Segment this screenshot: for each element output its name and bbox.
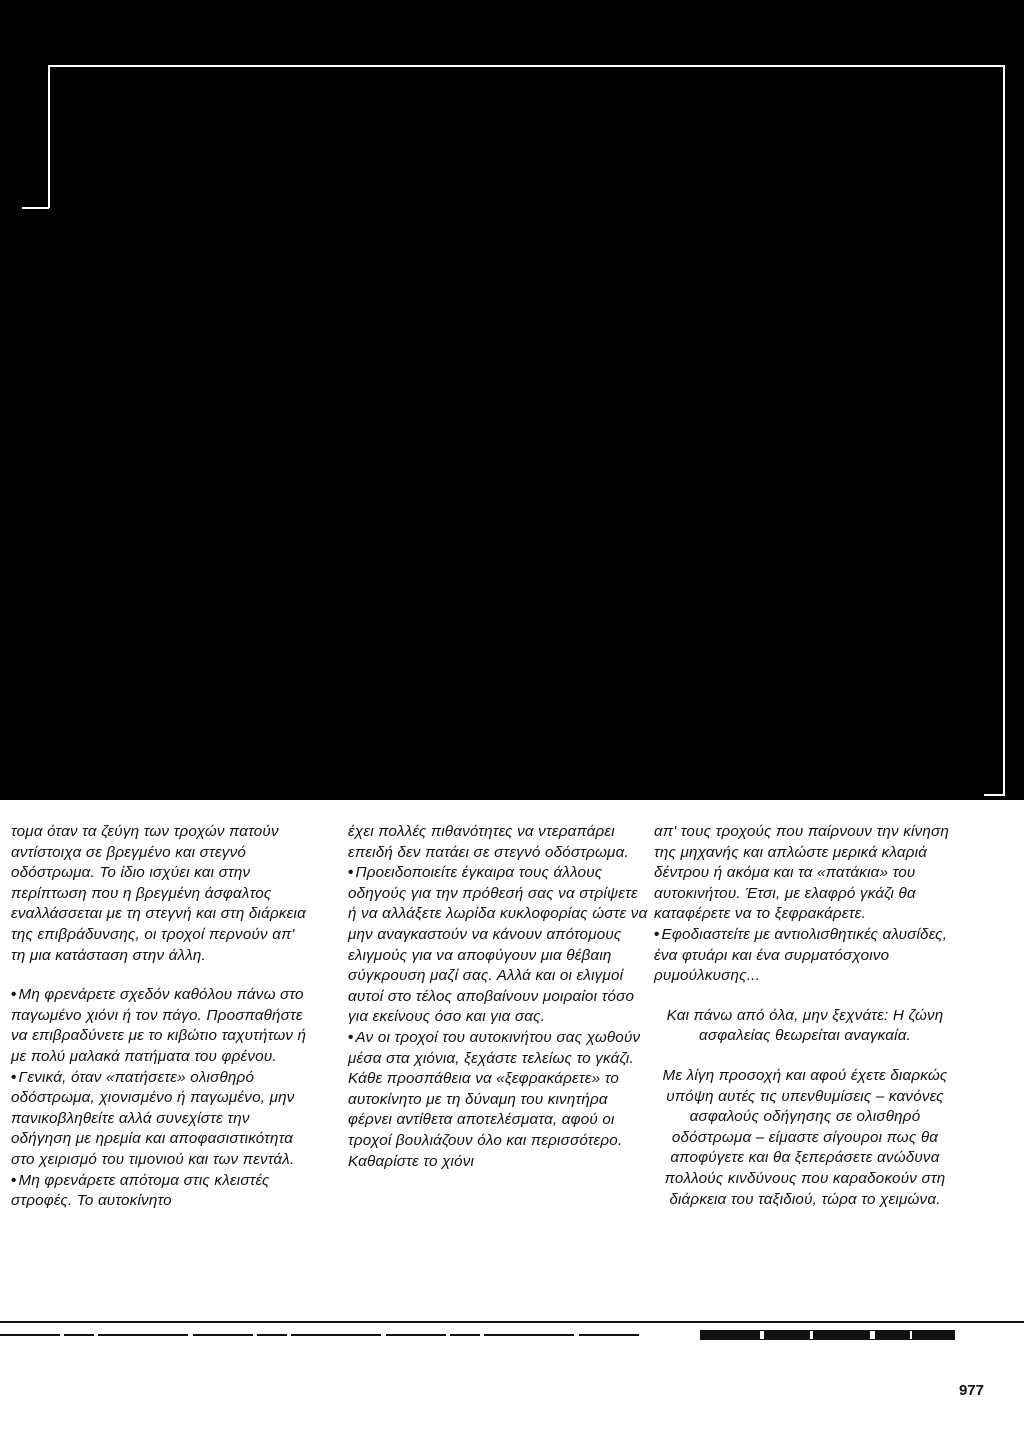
paragraph: έχει πολλές πιθανότητες να ντεραπάρει επειδή δεν πατάει σε στεγνό οδόστρωμα.	[348, 823, 629, 861]
paragraph: τομα όταν τα ζεύγη των τροχών πατούν αντίστοιχα σε βρεγμένο και στεγνό οδόστρωμα. Το ίδιο ισχύει και στην περίπτωση που η βρεγμένη άσφαλτος εναλλάσσεται με τη στεγνή και στη διάρκεια της επιβράδυνσης, οι τροχοί περνούν απ' τη μια κατάσταση στην άλλη.	[11, 823, 306, 964]
footer-barcode-gap	[910, 1331, 912, 1339]
bullet-paragraph	[11, 1171, 313, 1212]
closing-paragraph: Με λίγη προσοχή και αφού έχετε διαρκώς υπόψη αυτές τις υπενθυμίσεις – κανόνες ασφαλούς οδήγησης σε ολισθηρό οδόστρωμα – είμαστε σίγουροι πως θα αποφύγετε και θα ξεπεράσετε ανώδυνα πολλούς κινδύνους που καραδοκούν στη διάρκεια του ταξιδιού, τώρα το χειμώνα.	[662, 1066, 948, 1208]
bullet-paragraph	[348, 863, 650, 1028]
bullet-icon: •	[348, 1028, 354, 1046]
footer-barcode-gap	[760, 1331, 764, 1339]
paragraph-text: Γενικά, όταν «πατήσετε» ολισθηρό οδόστρωμα, χιονισμένο ή παγωμένο, μην πανικοβληθείτε αλλά συνεχίστε την οδήγηση με ηρεμία και αποφασιστικότητα στο χειρισμό του τιμονιού και των πεντάλ.	[11, 1068, 295, 1168]
footer-barcode-strip	[700, 1330, 955, 1340]
bullet-icon: •	[11, 1171, 17, 1189]
paragraph-text: Προειδοποιείτε έγκαιρα τους άλλους οδηγούς για την πρόθεσή σας να στρίψετε ή να αλλάξετε λωρίδα κυκλοφορίας ώστε να μην αναγκαστούν να κάνουν απότομους ελιγμούς για να αποφύγουν μια θέβαιη σύγκρουση μαζί σας. Αλλά και οι ελιγμοί αυτοί στο τέλος αποβαίνουν μοιραίοι τόσο για εκείνους όσο και για σας.	[348, 864, 648, 1026]
footer-barcode-gap	[870, 1331, 875, 1339]
paragraph-text: Μη φρενάρετε σχεδόν καθόλου πάνω στο παγωμένο χιόνι ή τον πάγο. Προσπαθήστε να επιβραδύνετε με το κιβώτιο ταχυτήτων ή με πολύ μαλακά πατήματα του φρένου.	[11, 986, 307, 1065]
text-column-2	[348, 822, 650, 1172]
paragraph-text: Αν οι τροχοί του αυτοκινήτου σας χωθούν μέσα στα χιόνια, ξεχάστε τελείως το γκάζι. Κάθε προσπάθεια να «ξεφρακάρετε» το αυτοκίνητο με τη δύναμη του κινητήρα φέρνει αντίθετα αποτελέσματα, αφού οι τροχοί βουλιάζουν όλο και περισσότερο. Καθαρίστε το χιόνι	[348, 1028, 641, 1170]
paragraph-text: Μη φρενάρετε απότομα στις κλειστές στροφές. Το αυτοκίνητο	[11, 1171, 270, 1210]
bullet-icon: •	[654, 925, 660, 943]
paragraph-text: Εφοδιαστείτε με αντιολισθητικές αλυσίδες, ένα φτυάρι και ένα συρματόσχοινο ρυμούλκυσης...	[654, 925, 948, 985]
seatbelt-note: Και πάνω από όλα, μην ξεχνάτε: Η ζώνη ασφαλείας θεωρείται αναγκαία.	[666, 1006, 944, 1045]
bullet-paragraph	[11, 985, 313, 1067]
bullet-icon: •	[11, 1068, 17, 1086]
text-column-3	[654, 822, 956, 1210]
bullet-icon: •	[11, 986, 17, 1004]
bullet-icon: •	[348, 864, 354, 882]
footer-graphic	[0, 1318, 1024, 1427]
bullet-paragraph	[654, 925, 956, 987]
footer-rules	[0, 1318, 1024, 1427]
footer-barcode-gap	[810, 1331, 813, 1339]
text-column-1	[11, 822, 313, 1212]
bullet-paragraph	[11, 1068, 313, 1171]
page-number: 977	[958, 1382, 984, 1399]
bullet-paragraph	[348, 1028, 650, 1172]
paragraph: απ' τους τροχούς που παίρνουν την κίνηση της μηχανής και απλώστε μερικά κλαριά δέντρου ή ακόμα και τα «πατάκια» του αυτοκινήτου. Έτσι, με ελαφρό γκάζι θα καταφέρετε να το ξεφρακάρετε.	[654, 823, 950, 923]
